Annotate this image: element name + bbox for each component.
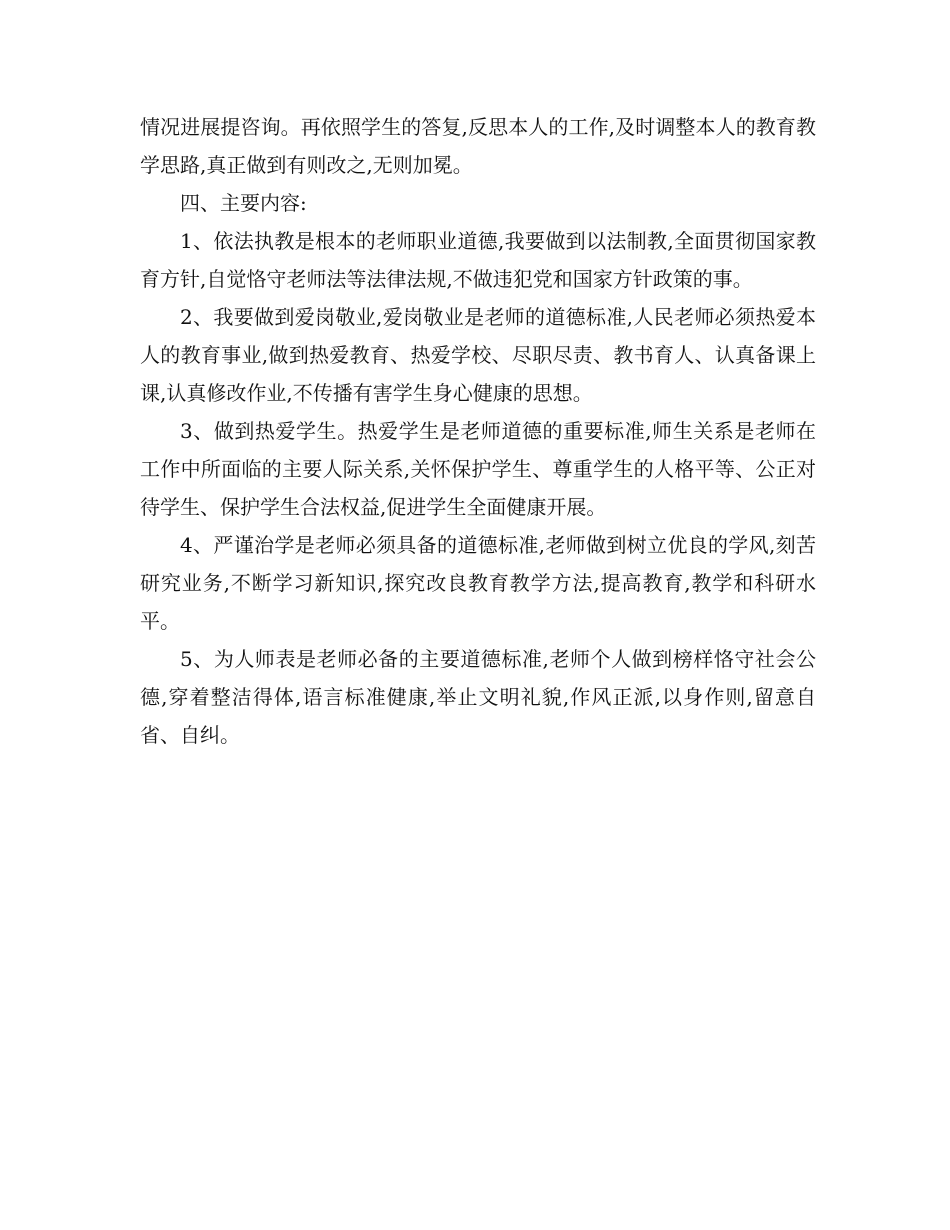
paragraph-item-2: 2、我要做到爱岗敬业,爱岗敬业是老师的道德标准,人民老师必须热爱本人的教育事业,做到热爱教育、热爱学校、尽职尽责、教书育人、认真备课上课,认真修改作业,不传播有害学生身心健康的思想。 (140, 305, 816, 405)
paragraph-item-1: 1、依法执教是根本的老师职业道德,我要做到以法制教,全面贯彻国家教育方针,自觉恪守老师法等法律法规,不做违犯党和国家方针政策的事。 (140, 229, 816, 291)
paragraph-item-3: 3、做到热爱学生。热爱学生是老师道德的重要标准,师生关系是老师在工作中所面临的主要人际关系,关怀保护学生、尊重学生的人格平等、公正对待学生、保护学生合法权益,促进学生全面健康开展。 (140, 419, 816, 519)
paragraph-item-4: 4、严谨治学是老师必须具备的道德标准,老师做到树立优良的学风,刻苦研究业务,不断学习新知识,探究改良教育教学方法,提高教育,教学和科研水平。 (140, 533, 816, 633)
paragraph-item-5: 5、为人师表是老师必备的主要道德标准,老师个人做到榜样恪守社会公德,穿着整洁得体,语言标准健康,举止文明礼貌,作风正派,以身作则,留意自省、自纠。 (140, 647, 816, 747)
section-heading-main-content: 四、主要内容: (180, 191, 307, 215)
document-body (140, 108, 816, 754)
paragraph-continuation: 情况进展提咨询。再依照学生的答复,反思本人的工作,及时调整本人的教育教学思路,真正做到有则改之,无则加冕。 (140, 115, 816, 177)
